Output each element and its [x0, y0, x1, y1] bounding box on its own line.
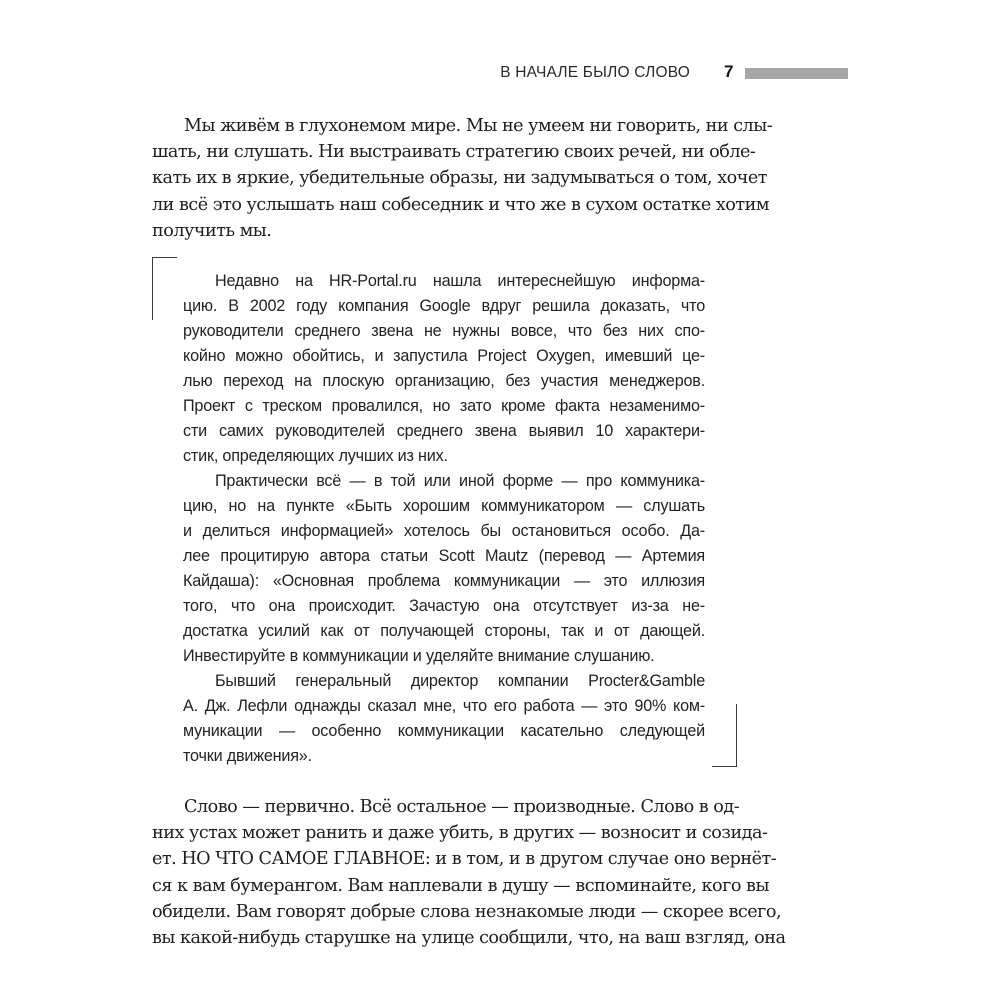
- quote-line: точки движения».: [183, 747, 312, 765]
- quote-line: лее процитирую автора статьи Scott Mautz (перевод — Артемия: [183, 547, 705, 565]
- text-line: Мы живём в глухонемом мире. Мы не умеем ни говорить, ни слы-: [184, 116, 773, 136]
- intro-paragraph: [152, 113, 773, 244]
- quote-line: Практически всё — в той или иной форме — про коммуника-: [215, 472, 705, 490]
- text-line: кать их в яркие, убедительные образы, ни задумываться о том, хочет: [152, 168, 768, 189]
- quote-line: койно можно обойтись, и запустила Project Oxygen, имевший це-: [183, 347, 705, 365]
- text-line: ся к вам бумерангом. Вам наплевали в душу — вспоминайте, кого вы: [152, 875, 769, 896]
- page-number: 7: [724, 62, 734, 81]
- running-header: [0, 62, 1000, 86]
- quote-line: сти самих руководителей среднего звена выявил 10 характери-: [183, 422, 705, 440]
- text-line: шать, ни слушать. Ни выстраивать стратегию своих речей, ни обле-: [152, 142, 756, 163]
- quote-line: муникации — особенно коммуникации касательно следующей: [183, 722, 705, 740]
- text-line: них устах может ранить и даже убить, в других — возносит и созида-: [152, 823, 768, 844]
- header-decorative-bar: [745, 68, 848, 79]
- quote-line: Кайдаша): «Основная проблема коммуникации — это иллюзия: [183, 572, 705, 590]
- quote-line: стик, определяющих лучших из них.: [183, 447, 448, 465]
- text-line: Слово — первично. Всё остальное — производные. Слово в од-: [184, 797, 740, 817]
- quote-line: А. Дж. Лефли однажды сказал мне, что его работа — это 90% ком-: [183, 697, 705, 715]
- text-line: ли всё это услышать наш собеседник и что же в сухом остатке хотим: [152, 194, 770, 215]
- quote-line: цию, но на пункте «Быть хорошим коммуникатором — слушать: [183, 497, 705, 515]
- quote-line: руководители среднего звена не нужны вовсе, что без них спо-: [183, 322, 705, 340]
- quote-line: цию. В 2002 году компания Google вдруг решила доказать, что: [183, 297, 705, 315]
- quote-bracket-top-left: [152, 257, 177, 320]
- quote-text: [183, 269, 705, 769]
- text-line: обидели. Вам говорят добрые слова незнакомые люди — скорее всего,: [152, 901, 782, 922]
- text-line: ет. НО ЧТО САМОЕ ГЛАВНОЕ: и в том, и в другом случае оно вернёт-: [152, 849, 777, 870]
- quote-line: и делиться информацией» хотелось бы остановиться особо. Да-: [183, 522, 705, 540]
- quote-line: достатка усилий как от получающей стороны, так и от дающей.: [183, 622, 705, 640]
- quote-line: Бывший генеральный директор компании Procter&Gamble: [215, 672, 705, 690]
- quote-line: того, что она происходит. Зачастую она отсутствует из-за не-: [183, 597, 705, 615]
- quote-line: лью переход на плоскую организацию, без участия менеджеров.: [183, 372, 705, 390]
- section-title: В НАЧАЛЕ БЫЛО СЛОВО: [500, 64, 690, 81]
- quote-box: [152, 257, 737, 767]
- quote-line: Инвестируйте в коммуникации и уделяйте внимание слушанию.: [183, 647, 655, 665]
- quote-bracket-bottom-right: [712, 704, 737, 767]
- quote-line: Проект с треском провалился, но зато кроме факта незаменимо-: [183, 397, 705, 415]
- text-line: получить мы.: [152, 220, 272, 241]
- quote-line: Недавно на HR-Portal.ru нашла интереснейшую информа-: [215, 272, 705, 290]
- closing-paragraph: [152, 794, 786, 951]
- text-line: вы какой-нибудь старушке на улице сообщили, что, на ваш взгляд, она: [152, 927, 786, 948]
